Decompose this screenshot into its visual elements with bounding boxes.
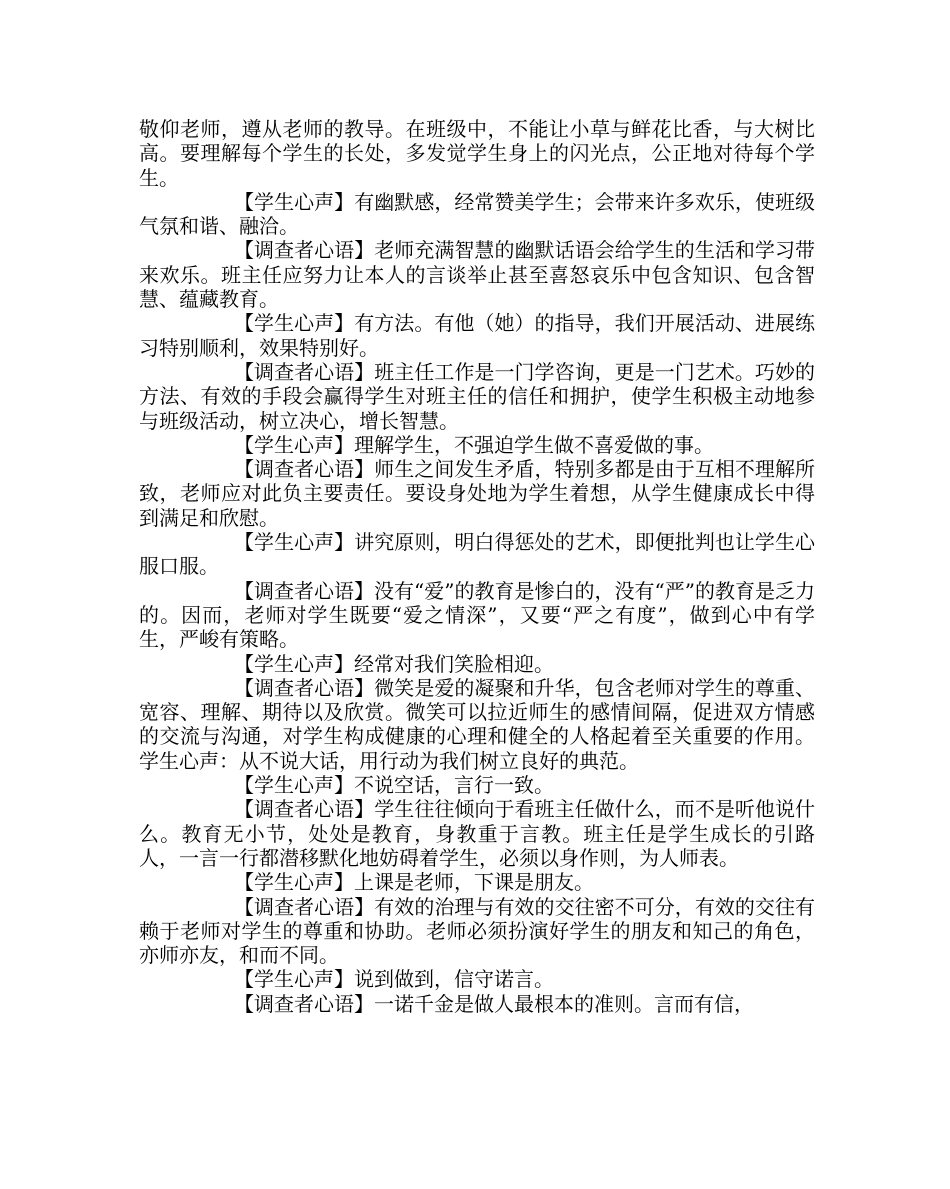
paragraph-intro: 敬仰老师，遵从老师的教导。在班级中，不能让小草与鲜花比香，与大树比高。要理解每个学生的长处，多发觉学生身上的闪光点，公正地对待每个学生。 [139, 117, 815, 190]
paragraph-student-voice: 【学生心声】讲究原则，明白得惩处的艺术，即便批判也让学生心服口服。 [139, 530, 815, 579]
paragraph-investigator-note: 【调查者心语】有效的治理与有效的交往密不可分，有效的交往有赖于老师对学生的尊重和协助。老师必须扮演好学生的朋友和知己的角色，亦师亦友，和而不同。 [139, 894, 815, 968]
paragraph-investigator-note: 【调查者心语】师生之间发生矛盾，特别多都是由于互相不理解所致，老师应对此负主要责任。要设身处地为学生着想，从学生健康成长中得到满足和欣慰。 [139, 457, 815, 530]
paragraph-student-voice: 【学生心声】经常对我们笑脸相迎。 [234, 651, 554, 676]
paragraph-investigator-note: 【调查者心语】学生往往倾向于看班主任做什么，而不是听他说什么。教育无小节，处处是教育，身教重于言教。班主任是学生成长的引路人，一言一行都潜移默化地妨碍着学生，必须以身作则，为人师表。 [139, 797, 815, 870]
paragraph-investigator-note: 【调查者心语】没有“爱”的教育是惨白的，没有“严”的教育是乏力的。因而，老师对学生既要“爱之情深”，又要“严之有度”，做到心中有学生，严峻有策略。 [139, 578, 815, 652]
paragraph-student-voice: 【学生心声】有方法。有他（她）的指导，我们开展活动、进展练习特别顺利，效果特别好。 [139, 311, 815, 360]
paragraph-investigator-note: 【调查者心语】老师充满智慧的幽默话语会给学生的生活和学习带来欢乐。班主任应努力让本人的言谈举止甚至喜怒哀乐中包含知识、包含智慧、蕴藏教育。 [139, 238, 815, 312]
paragraph-student-voice: 【学生心声】有幽默感，经常赞美学生；会带来许多欢乐，使班级气氛和谐、融洽。 [139, 189, 815, 239]
document-page [139, 117, 815, 1016]
paragraph-student-voice: 【学生心声】理解学生，不强迫学生做不喜爱做的事。 [234, 432, 714, 457]
paragraph-student-voice: 【学生心声】不说空话，言行一致。 [234, 773, 554, 798]
paragraph-investigator-note: 【调查者心语】微笑是爱的凝聚和升华，包含老师对学生的尊重、宽容、理解、期待以及欣赏。微笑可以拉近师生的感情间隔，促进双方情感的交流与沟通，对学生构成健康的心理和健全的人格起着至关重要的作用。学生心声：从不说大话，用行动为我们树立良好的典范。 [139, 675, 815, 773]
paragraph-student-voice: 【学生心声】说到做到，信守诺言。 [234, 967, 554, 992]
paragraph-investigator-note: 【调查者心语】一诺千金是做人最根本的准则。言而有信， [234, 991, 754, 1016]
paragraph-student-voice: 【学生心声】上课是老师，下课是朋友。 [234, 870, 594, 895]
paragraph-investigator-note: 【调查者心语】班主任工作是一门学咨询，更是一门艺术。巧妙的方法、有效的手段会赢得学生对班主任的信任和拥护，使学生积极主动地参与班级活动，树立决心，增长智慧。 [139, 359, 815, 433]
